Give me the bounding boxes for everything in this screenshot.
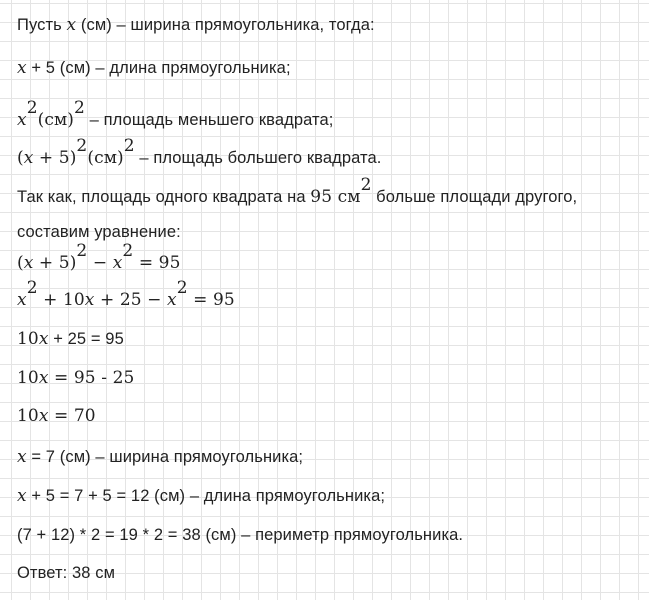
line-7-equation: [17, 241, 181, 274]
line-5-condition: [17, 175, 578, 208]
exponent: 2: [360, 175, 372, 195]
expr: + 5): [33, 252, 77, 273]
expr: = 70: [48, 406, 96, 426]
paren: (: [17, 147, 24, 168]
text: + 25 = 95: [48, 330, 124, 348]
line-2-length: [17, 57, 291, 79]
variable-x: x: [84, 289, 95, 310]
exponent: 2: [76, 136, 88, 156]
variable-x: x: [23, 147, 34, 168]
variable-x: x: [17, 289, 27, 310]
line-6-compose-equation: [17, 221, 181, 243]
line-12-width-result: [17, 446, 303, 468]
paren: (: [17, 252, 24, 273]
line-14-perimeter: [17, 524, 463, 546]
variable-x: x: [66, 15, 77, 35]
text: – площадь большего квадрата.: [134, 148, 382, 167]
variable-x: x: [17, 447, 27, 467]
variable-x: x: [112, 252, 123, 273]
coefficient: 10: [17, 368, 39, 388]
line-1-let-x-width: [17, 14, 375, 36]
exponent: 2: [74, 98, 85, 118]
variable-x: x: [23, 252, 34, 273]
text: = 7 (см) – ширина прямоугольника;: [26, 448, 304, 466]
value-95-cm: 95 см: [310, 186, 361, 207]
text: Так как, площадь одного квадрата на: [17, 187, 311, 206]
exponent: 2: [122, 241, 134, 261]
text: (см) – длина прямоугольника;: [55, 59, 291, 77]
text: – площадь меньшего квадрата;: [84, 110, 334, 129]
variable-x: x: [38, 329, 49, 349]
exponent: 2: [76, 241, 88, 261]
expr: + 25 −: [94, 289, 168, 310]
variable-x: x: [17, 486, 27, 506]
line-8-expanded: [17, 278, 235, 311]
expr: + 5): [33, 147, 77, 168]
unit-cm: (см): [37, 109, 75, 130]
variable-x: x: [38, 406, 49, 426]
text: + 5: [26, 59, 56, 77]
equals: = 95: [187, 289, 235, 310]
exponent: 2: [176, 278, 188, 298]
line-10: [17, 367, 134, 389]
text: составим уравнение:: [17, 223, 181, 241]
expr: + 10: [37, 289, 85, 310]
coefficient: 10: [17, 329, 39, 349]
exponent: 2: [26, 278, 38, 298]
minus: −: [87, 252, 113, 273]
line-3-small-square-area: [17, 98, 334, 131]
text: больше площади другого,: [371, 187, 578, 206]
exponent: 2: [123, 136, 135, 156]
variable-x: x: [38, 368, 49, 388]
expr: = 95 - 25: [48, 368, 135, 388]
text: (7 + 12) * 2 = 19 * 2 = 38 (см) – периметр прямоугольника.: [17, 526, 464, 544]
text: (см) – ширина прямоугольника, тогда:: [76, 16, 375, 34]
line-4-big-square-area: [17, 136, 382, 169]
unit-cm: (см): [87, 147, 124, 168]
exponent: 2: [26, 98, 38, 118]
line-11: [17, 405, 96, 427]
line-15-answer: [17, 562, 115, 584]
line-13-length-result: [17, 485, 385, 507]
text: Пусть: [17, 16, 67, 34]
coefficient: 10: [17, 406, 39, 426]
text: + 5 = 7 + 5 = 12 (см) – длина прямоугольника;: [26, 487, 386, 505]
equals: = 95: [133, 252, 181, 273]
variable-x: x: [17, 58, 27, 78]
text: Ответ: 38 см: [17, 564, 116, 582]
variable-x: x: [167, 289, 177, 310]
variable-x: x: [17, 109, 27, 130]
line-9: [17, 328, 124, 350]
